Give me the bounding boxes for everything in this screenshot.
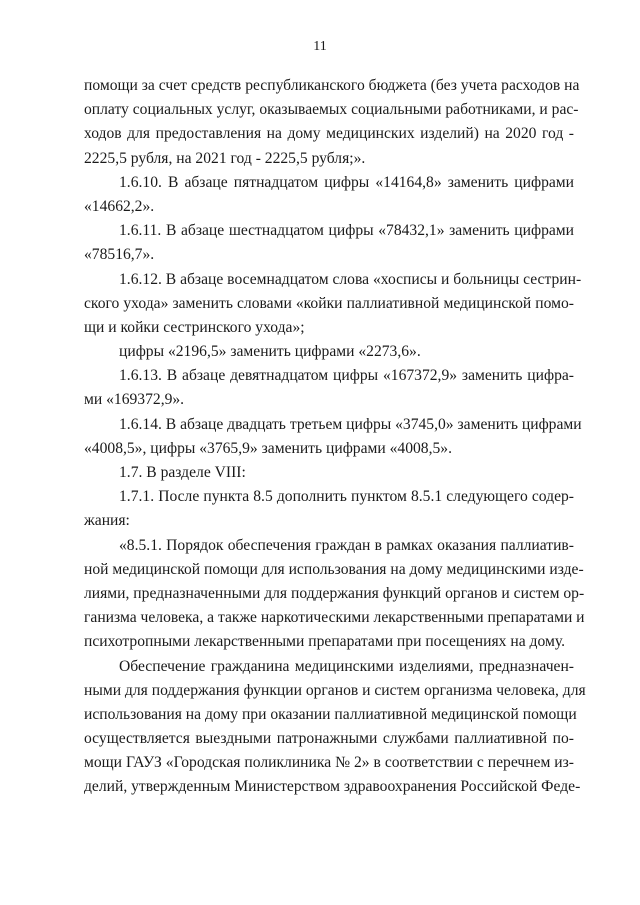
text-line: ми «169372,9». [84, 391, 185, 409]
text-line: психотропными лекарственными препаратами при посещениях на дому. [84, 633, 565, 651]
text-line: ходов для предоставления на дому медицинских изделий) на 2020 год - [84, 125, 574, 143]
text-line: жания: [84, 512, 130, 530]
text-line: «4008,5», цифры «3765,9» заменить цифрами «4008,5». [84, 439, 452, 457]
text-line: 2225,5 рубля, на 2021 год - 2225,5 рубля;». [84, 149, 366, 167]
text-line: 1.6.13. В абзаце девятнадцатом цифры «167372,9» заменить цифра- [119, 367, 574, 385]
text-line: «78516,7». [84, 246, 155, 264]
text-line: щи и койки сестринского ухода»; [84, 318, 305, 336]
text-line: мощи ГАУЗ «Городская поликлиника № 2» в соответствии с перечнем из- [84, 754, 574, 772]
text-line: 1.7. В разделе VIII: [119, 464, 246, 481]
text-line: 1.6.10. В абзаце пятнадцатом цифры «14164,8» заменить цифрами [119, 173, 574, 191]
text-line: лиями, предназначенными для поддержания функций органов и систем ор- [84, 584, 585, 602]
text-line: осуществляется выездными патронажными службами паллиативной по- [84, 730, 574, 748]
text-line: использования на дому при оказании паллиативной медицинской помощи [84, 705, 577, 723]
text-line: «8.5.1. Порядок обеспечения граждан в рамках оказания паллиатив- [119, 536, 574, 554]
text-line: помощи за счет средств республиканского бюджета (без учета расходов на [84, 77, 580, 94]
document-body [84, 74, 586, 800]
text-line: «14662,2». [84, 197, 155, 215]
page-number: 11 [313, 39, 327, 54]
text-line: 1.6.12. В абзаце восемнадцатом слова «хосписы и больницы сестрин- [119, 270, 582, 288]
text-line: ной медицинской помощи для использования на дому медицинскими изде- [84, 560, 584, 578]
text-line: ными для поддержания функции органов и систем организма человека, для [84, 681, 586, 699]
text-line: делий, утвержденным Министерством здравоохранения Российской Феде- [84, 778, 581, 796]
text-line: ганизма человека, а также наркотическими лекарственными препаратами и [84, 609, 585, 627]
text-line: Обеспечение гражданина медицинскими изделиями, предназначен- [119, 657, 574, 675]
text-line: оплату социальных услуг, оказываемых социальными работниками, и рас- [84, 101, 579, 119]
text-line: цифры «2196,5» заменить цифрами «2273,6». [119, 343, 421, 361]
text-line: 1.7.1. После пункта 8.5 дополнить пунктом 8.5.1 следующего содер- [119, 488, 574, 506]
text-line: ского ухода» заменить словами «койки паллиативной медицинской помо- [84, 294, 574, 312]
text-line: 1.6.11. В абзаце шестнадцатом цифры «78432,1» заменить цифрами [119, 222, 574, 240]
text-line: 1.6.14. В абзаце двадцать третьем цифры «3745,0» заменить цифрами [119, 415, 582, 433]
